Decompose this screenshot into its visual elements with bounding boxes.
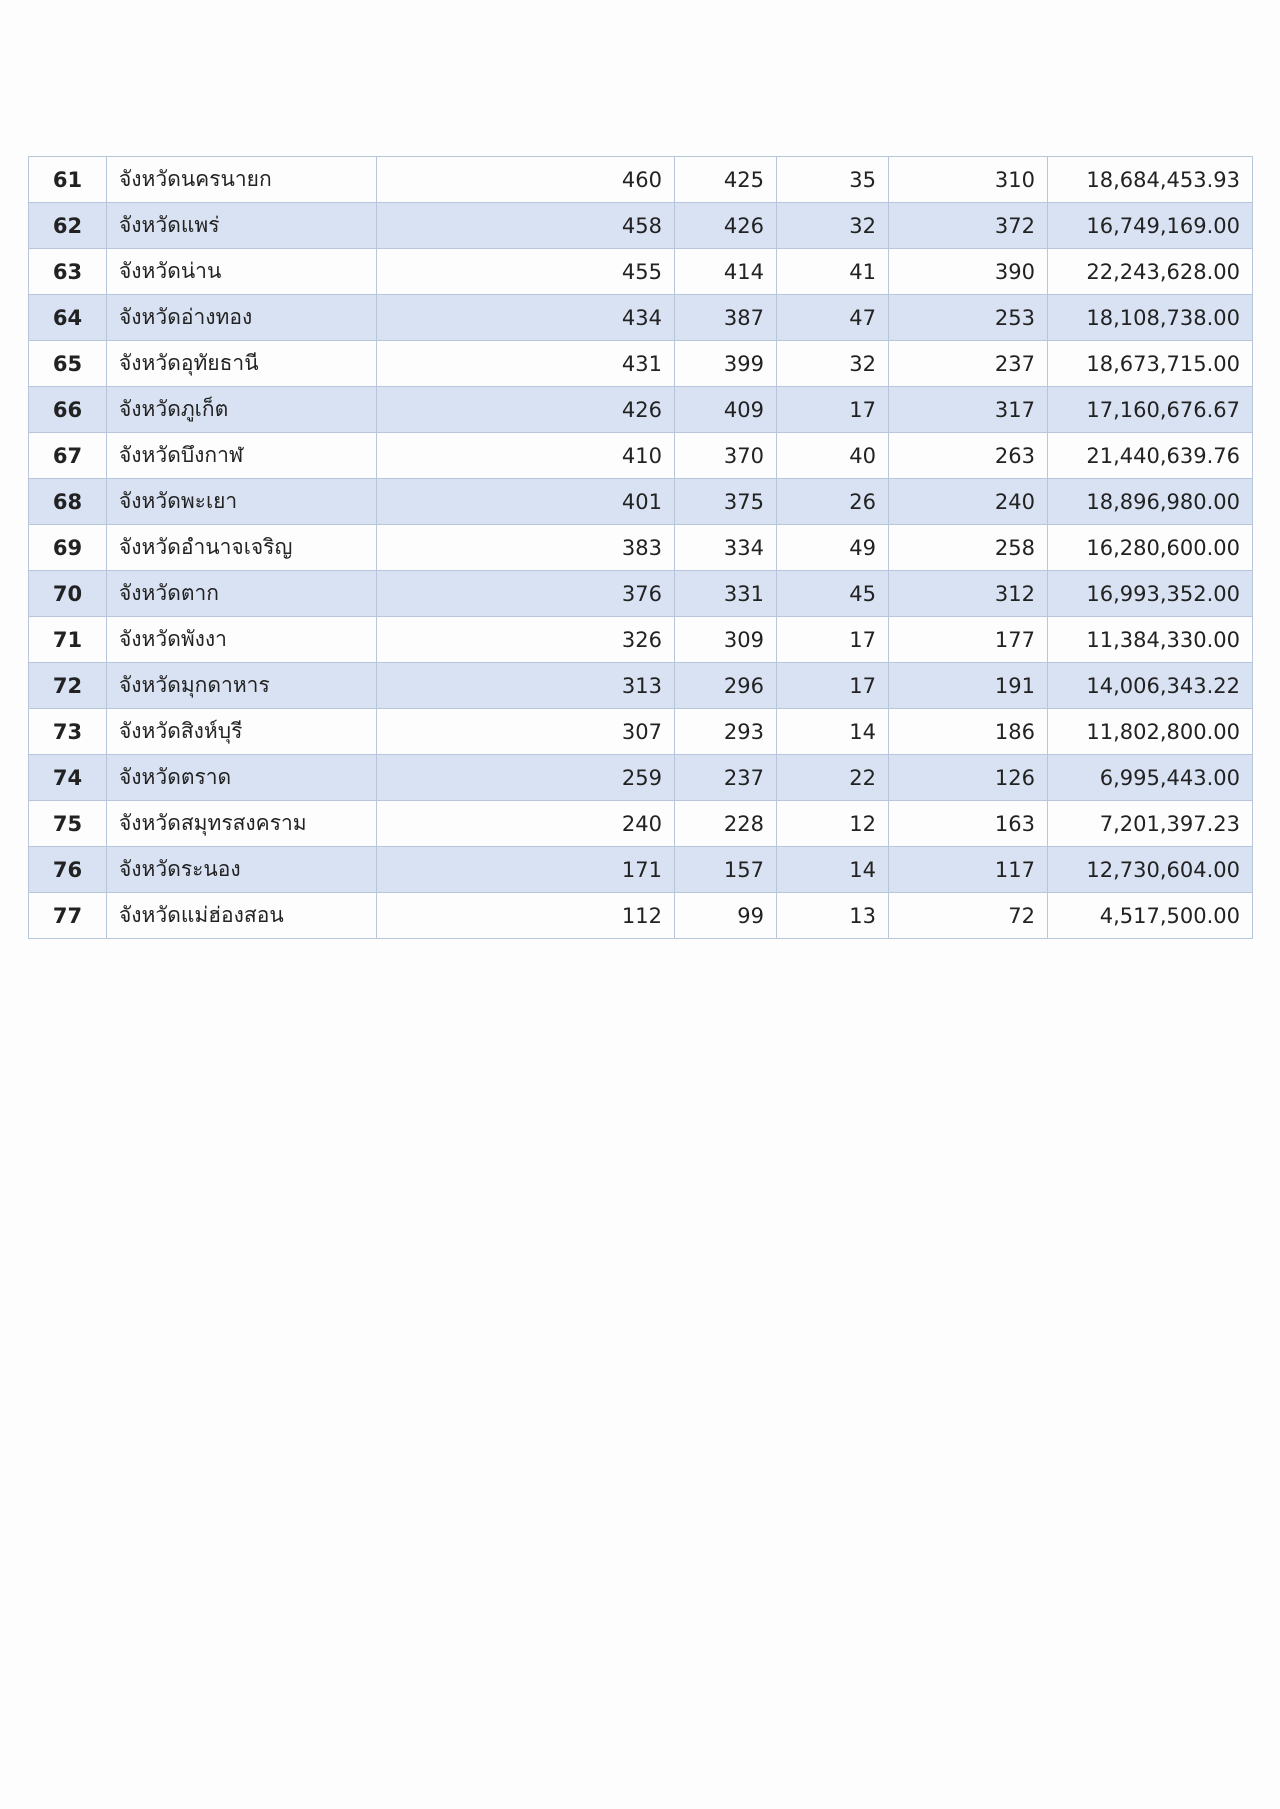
table-row xyxy=(29,525,1253,571)
province-name-cell: จังหวัดอุทัยธานี xyxy=(107,341,377,387)
row-number-cell: 63 xyxy=(29,249,107,295)
row-number-cell: 68 xyxy=(29,479,107,525)
value-col-4-cell: 72 xyxy=(889,893,1048,939)
value-col-2-cell: 375 xyxy=(675,479,777,525)
table-row xyxy=(29,801,1253,847)
value-col-4-cell: 126 xyxy=(889,755,1048,801)
amount-value-cell: 12,730,604.00 xyxy=(1048,847,1253,893)
value-col-1-cell: 410 xyxy=(377,433,675,479)
amount-value-cell: 21,440,639.76 xyxy=(1048,433,1253,479)
row-number-cell: 64 xyxy=(29,295,107,341)
value-col-3-cell: 32 xyxy=(777,203,889,249)
amount-value-cell: 18,673,715.00 xyxy=(1048,341,1253,387)
province-name-cell: จังหวัดแพร่ xyxy=(107,203,377,249)
value-col-4-cell: 263 xyxy=(889,433,1048,479)
table-row xyxy=(29,479,1253,525)
province-name-cell: จังหวัดนครนายก xyxy=(107,157,377,203)
table-body xyxy=(29,157,1253,939)
value-col-2-cell: 296 xyxy=(675,663,777,709)
value-col-1-cell: 383 xyxy=(377,525,675,571)
value-col-4-cell: 372 xyxy=(889,203,1048,249)
province-name-cell: จังหวัดระนอง xyxy=(107,847,377,893)
value-col-3-cell: 12 xyxy=(777,801,889,847)
value-col-2-cell: 334 xyxy=(675,525,777,571)
table-row xyxy=(29,433,1253,479)
row-number-cell: 72 xyxy=(29,663,107,709)
table-row xyxy=(29,157,1253,203)
value-col-4-cell: 191 xyxy=(889,663,1048,709)
table-row xyxy=(29,893,1253,939)
row-number-cell: 66 xyxy=(29,387,107,433)
row-number-cell: 70 xyxy=(29,571,107,617)
amount-value-cell: 11,802,800.00 xyxy=(1048,709,1253,755)
table-row xyxy=(29,203,1253,249)
value-col-2-cell: 387 xyxy=(675,295,777,341)
province-name-cell: จังหวัดแม่ฮ่องสอน xyxy=(107,893,377,939)
row-number-cell: 74 xyxy=(29,755,107,801)
value-col-1-cell: 460 xyxy=(377,157,675,203)
value-col-3-cell: 41 xyxy=(777,249,889,295)
province-name-cell: จังหวัดตราด xyxy=(107,755,377,801)
amount-value-cell: 7,201,397.23 xyxy=(1048,801,1253,847)
value-col-3-cell: 35 xyxy=(777,157,889,203)
amount-value-cell: 17,160,676.67 xyxy=(1048,387,1253,433)
amount-value-cell: 18,108,738.00 xyxy=(1048,295,1253,341)
row-number-cell: 71 xyxy=(29,617,107,663)
province-name-cell: จังหวัดสิงห์บุรี xyxy=(107,709,377,755)
value-col-1-cell: 434 xyxy=(377,295,675,341)
value-col-4-cell: 258 xyxy=(889,525,1048,571)
table-row xyxy=(29,709,1253,755)
value-col-2-cell: 370 xyxy=(675,433,777,479)
amount-value-cell: 16,280,600.00 xyxy=(1048,525,1253,571)
value-col-1-cell: 431 xyxy=(377,341,675,387)
value-col-1-cell: 171 xyxy=(377,847,675,893)
value-col-2-cell: 426 xyxy=(675,203,777,249)
value-col-4-cell: 312 xyxy=(889,571,1048,617)
value-col-3-cell: 14 xyxy=(777,847,889,893)
value-col-1-cell: 112 xyxy=(377,893,675,939)
value-col-2-cell: 237 xyxy=(675,755,777,801)
value-col-3-cell: 17 xyxy=(777,387,889,433)
value-col-3-cell: 17 xyxy=(777,617,889,663)
amount-value-cell: 14,006,343.22 xyxy=(1048,663,1253,709)
amount-value-cell: 4,517,500.00 xyxy=(1048,893,1253,939)
value-col-3-cell: 26 xyxy=(777,479,889,525)
value-col-1-cell: 455 xyxy=(377,249,675,295)
value-col-2-cell: 414 xyxy=(675,249,777,295)
value-col-1-cell: 376 xyxy=(377,571,675,617)
value-col-1-cell: 307 xyxy=(377,709,675,755)
value-col-2-cell: 157 xyxy=(675,847,777,893)
value-col-3-cell: 17 xyxy=(777,663,889,709)
value-col-4-cell: 310 xyxy=(889,157,1048,203)
value-col-1-cell: 458 xyxy=(377,203,675,249)
value-col-4-cell: 186 xyxy=(889,709,1048,755)
amount-value-cell: 18,684,453.93 xyxy=(1048,157,1253,203)
value-col-4-cell: 390 xyxy=(889,249,1048,295)
row-number-cell: 75 xyxy=(29,801,107,847)
row-number-cell: 73 xyxy=(29,709,107,755)
value-col-3-cell: 14 xyxy=(777,709,889,755)
row-number-cell: 62 xyxy=(29,203,107,249)
value-col-1-cell: 313 xyxy=(377,663,675,709)
value-col-4-cell: 163 xyxy=(889,801,1048,847)
value-col-1-cell: 426 xyxy=(377,387,675,433)
table-row xyxy=(29,387,1253,433)
province-name-cell: จังหวัดตาก xyxy=(107,571,377,617)
province-name-cell: จังหวัดอำนาจเจริญ xyxy=(107,525,377,571)
value-col-2-cell: 331 xyxy=(675,571,777,617)
value-col-4-cell: 117 xyxy=(889,847,1048,893)
row-number-cell: 76 xyxy=(29,847,107,893)
row-number-cell: 77 xyxy=(29,893,107,939)
value-col-3-cell: 32 xyxy=(777,341,889,387)
province-name-cell: จังหวัดอ่างทอง xyxy=(107,295,377,341)
value-col-4-cell: 240 xyxy=(889,479,1048,525)
value-col-2-cell: 228 xyxy=(675,801,777,847)
table-row xyxy=(29,847,1253,893)
amount-value-cell: 16,749,169.00 xyxy=(1048,203,1253,249)
province-name-cell: จังหวัดมุกดาหาร xyxy=(107,663,377,709)
value-col-3-cell: 49 xyxy=(777,525,889,571)
province-name-cell: จังหวัดภูเก็ต xyxy=(107,387,377,433)
row-number-cell: 65 xyxy=(29,341,107,387)
table-row xyxy=(29,663,1253,709)
table-row xyxy=(29,571,1253,617)
amount-value-cell: 16,993,352.00 xyxy=(1048,571,1253,617)
province-name-cell: จังหวัดสมุทรสงคราม xyxy=(107,801,377,847)
province-name-cell: จังหวัดพะเยา xyxy=(107,479,377,525)
value-col-1-cell: 401 xyxy=(377,479,675,525)
value-col-2-cell: 309 xyxy=(675,617,777,663)
value-col-4-cell: 317 xyxy=(889,387,1048,433)
value-col-3-cell: 13 xyxy=(777,893,889,939)
table-row xyxy=(29,295,1253,341)
value-col-1-cell: 240 xyxy=(377,801,675,847)
value-col-4-cell: 237 xyxy=(889,341,1048,387)
province-name-cell: จังหวัดน่าน xyxy=(107,249,377,295)
value-col-3-cell: 47 xyxy=(777,295,889,341)
value-col-2-cell: 425 xyxy=(675,157,777,203)
table-row xyxy=(29,755,1253,801)
amount-value-cell: 11,384,330.00 xyxy=(1048,617,1253,663)
row-number-cell: 61 xyxy=(29,157,107,203)
table-row xyxy=(29,341,1253,387)
value-col-1-cell: 326 xyxy=(377,617,675,663)
table-row xyxy=(29,249,1253,295)
value-col-3-cell: 45 xyxy=(777,571,889,617)
value-col-1-cell: 259 xyxy=(377,755,675,801)
amount-value-cell: 6,995,443.00 xyxy=(1048,755,1253,801)
province-name-cell: จังหวัดบึงกาฬ xyxy=(107,433,377,479)
value-col-3-cell: 40 xyxy=(777,433,889,479)
amount-value-cell: 18,896,980.00 xyxy=(1048,479,1253,525)
amount-value-cell: 22,243,628.00 xyxy=(1048,249,1253,295)
value-col-4-cell: 253 xyxy=(889,295,1048,341)
province-data-table xyxy=(28,156,1253,939)
row-number-cell: 67 xyxy=(29,433,107,479)
table-row xyxy=(29,617,1253,663)
row-number-cell: 69 xyxy=(29,525,107,571)
province-name-cell: จังหวัดพังงา xyxy=(107,617,377,663)
value-col-2-cell: 409 xyxy=(675,387,777,433)
value-col-4-cell: 177 xyxy=(889,617,1048,663)
value-col-2-cell: 399 xyxy=(675,341,777,387)
value-col-2-cell: 99 xyxy=(675,893,777,939)
value-col-2-cell: 293 xyxy=(675,709,777,755)
value-col-3-cell: 22 xyxy=(777,755,889,801)
